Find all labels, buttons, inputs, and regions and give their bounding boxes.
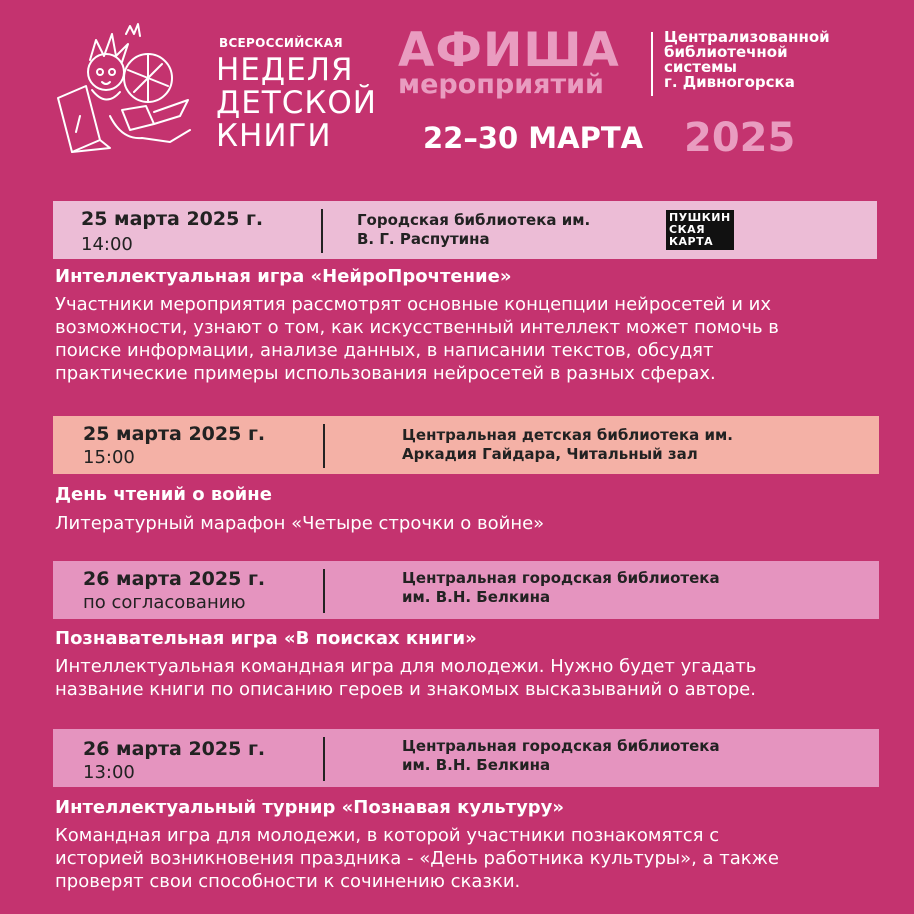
event-description [55,824,885,893]
description-line: Участники мероприятия рассмотрят основные концепции нейросетей и их [55,294,772,315]
event-place-line-1: Центральная городская библиотека [402,569,720,587]
event-title: День чтений о войне [55,484,272,505]
event-dates: 22–30 МАРТА [423,121,644,155]
book-week-logo-icon [50,20,210,160]
description-line: поиске информации, анализе данных, в написании текстов, обсудят [55,340,714,361]
event-time: 14:00 [81,234,133,255]
bar-divider [321,209,323,253]
event-bar [53,416,879,474]
afisha-subtitle: мероприятий [398,69,604,100]
event-date: 25 марта 2025 г. [83,423,266,445]
event-place-line-2: Аркадия Гайдара, Читальный зал [402,445,698,463]
header-divider [651,32,653,96]
event-place-line-2: В. Г. Распутина [357,230,490,248]
event-title: Интеллектуальная игра «НейроПрочтение» [55,266,512,287]
event-place-line-2: им. В.Н. Белкина [402,588,551,606]
organizer-line-1: Централизованной [664,28,830,46]
event-place-line-1: Центральная детская библиотека им. [402,426,733,444]
event-time: 13:00 [83,762,135,783]
event-place-line-2: им. В.Н. Белкина [402,756,551,774]
pushkin-card-line-1: ПУШКИН [669,211,731,224]
event-title: Интеллектуальный турнир «Познавая культуру» [55,797,565,818]
description-line: практические примеры использования нейросетей в разных сферах. [55,363,716,384]
description-line: историей возникновения праздника - «День работника культуры», а также [55,848,779,869]
description-line: Литературный марафон «Четыре строчки о войне» [55,513,545,534]
week-title [216,54,377,153]
event-place [402,737,720,775]
event-date: 26 марта 2025 г. [83,568,266,590]
organizer-line-2: библиотечной [664,43,788,61]
pushkin-card-line-3: КАРТА [669,235,714,248]
event-year: 2025 [684,115,796,161]
event-description [55,655,885,701]
week-title-line-3: КНИГИ [216,118,332,154]
description-line: Командная игра для молодежи, в которой участники познакомятся с [55,825,720,846]
event-title: Познавательная игра «В поисках книги» [55,628,477,649]
event-bar [53,729,879,787]
event-bar [53,201,877,259]
event-place [402,569,720,607]
event-description [55,293,885,385]
event-time: 15:00 [83,447,135,468]
bar-divider [323,737,325,781]
week-label-small: ВСЕРОССИЙСКАЯ [219,36,343,50]
event-description [55,512,885,535]
description-line: Интеллектуальная командная игра для молодежи. Нужно будет угадать [55,656,757,677]
description-line: проверят свои способности к сочинению сказки. [55,871,521,892]
event-time: по согласованию [83,592,246,613]
organizer-line-4: г. Дивногорска [664,73,795,91]
description-line: название книги по описанию героев и знакомых высказываний о авторе. [55,679,756,700]
organizer-line-3: системы [664,58,737,76]
bar-divider [323,569,325,613]
week-title-line-1: НЕДЕЛЯ [216,52,354,88]
week-title-line-2: ДЕТСКОЙ [216,85,377,121]
event-place [357,211,590,249]
bar-divider [323,424,325,468]
description-line: возможности, узнают о том, как искусственный интеллект может помочь в [55,317,779,338]
event-place-line-1: Центральная городская библиотека [402,737,720,755]
pushkin-card-logo [666,210,734,250]
event-date: 26 марта 2025 г. [83,738,266,760]
event-place [402,426,733,464]
event-bar [53,561,879,619]
organizer-name [664,30,830,90]
event-place-line-1: Городская библиотека им. [357,211,591,229]
event-date: 25 марта 2025 г. [81,208,264,230]
pushkin-card-line-2: СКАЯ [669,223,706,236]
afisha-title: АФИША [398,23,620,78]
